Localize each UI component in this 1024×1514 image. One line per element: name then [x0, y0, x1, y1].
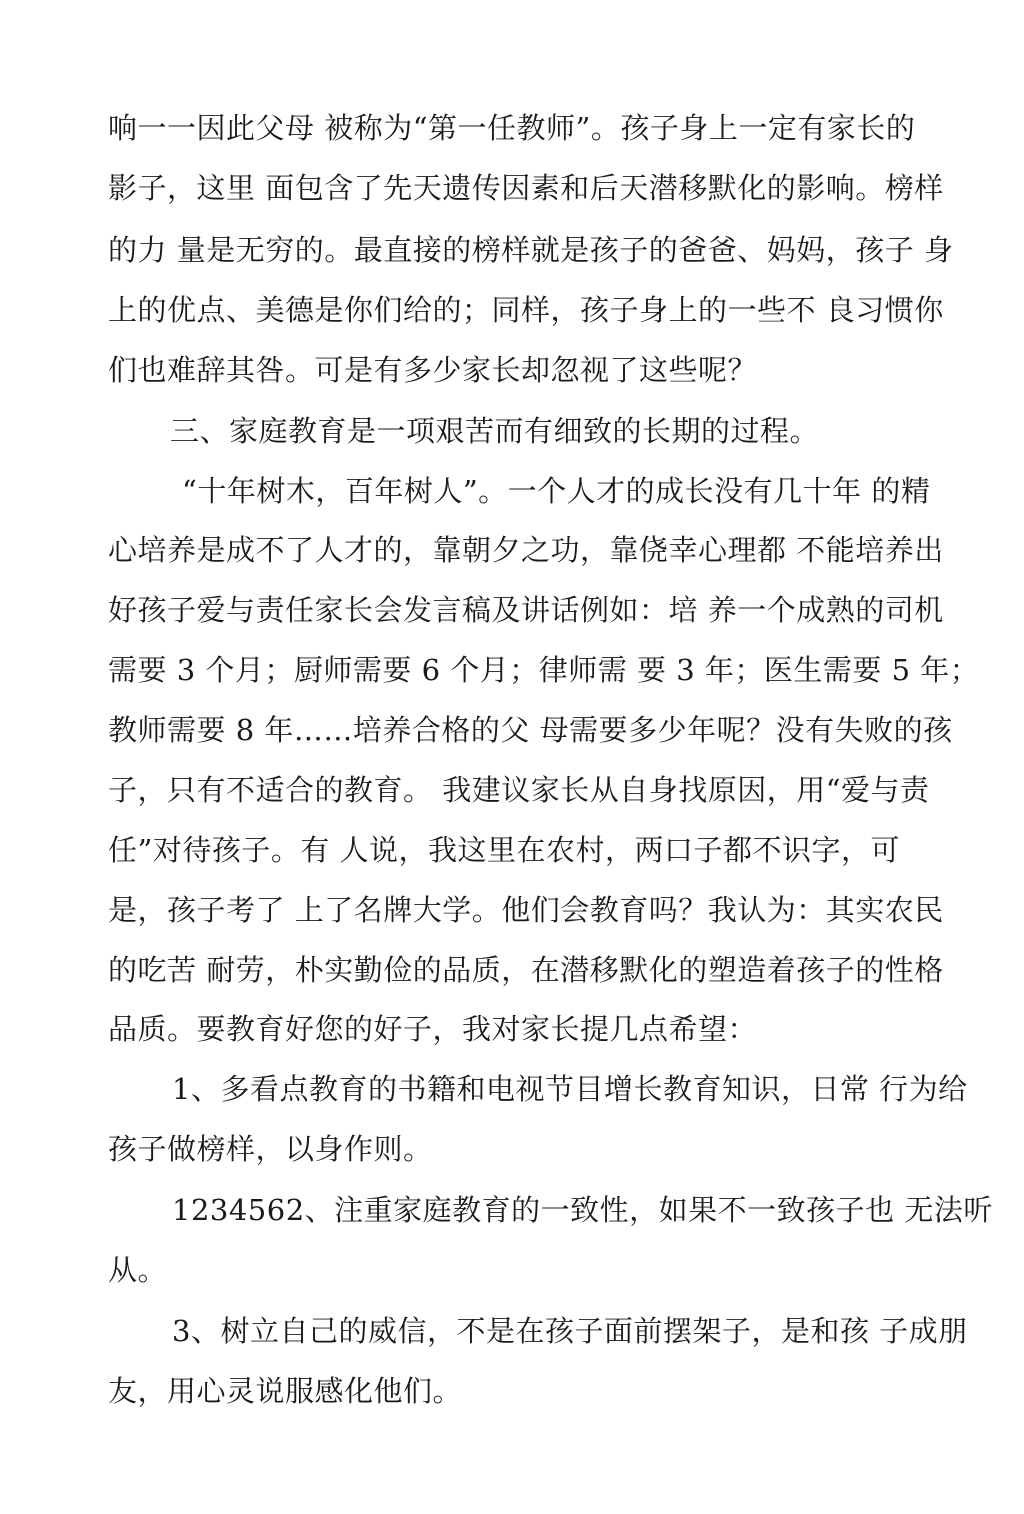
list-item-1: 1、多看点教育的书籍和电视节目增长教育知识，日常 行为给: [172, 1072, 968, 1106]
text-line: 孩子做榜样，以身作则。: [108, 1132, 433, 1166]
list-item-3: 3、树立自己的威信，不是在孩子面前摆架子，是和孩 子成朋: [172, 1314, 968, 1348]
text-line: 好孩子爱与责任家长会发言稿及讲话例如：培 养一个成熟的司机: [108, 593, 944, 627]
text-line: 任”对待孩子。有 人说，我这里在农村，两口子都不识字，可: [108, 833, 901, 867]
text-line: 的吃苦 耐劳，朴实勤俭的品质，在潜移默化的塑造着孩子的性格: [108, 953, 944, 987]
text-line: 需要 3 个月；厨师需要 6 个月；律师需 要 3 年；医生需要 5 年；: [108, 653, 980, 687]
text-line: 品质。要教育好您的好子，我对家长提几点希望：: [108, 1012, 758, 1046]
list-item-2: 1234562、注重家庭教育的一致性，如果不一致孩子也 无法听: [172, 1193, 993, 1227]
text-line: 心培养是成不了人才的，靠朝夕之功，靠侥幸心理都 不能培养出: [108, 533, 944, 567]
section-heading: 三、家庭教育是一项艰苦而有细致的长期的过程。: [170, 414, 820, 448]
text-line: 影子，这里 面包含了先天遗传因素和后天潜移默化的影响。榜样: [108, 171, 944, 205]
text-line: 响一一因此父母 被称为“第一任教师”。孩子身上一定有家长的: [108, 111, 916, 145]
text-line: 子，只有不适合的教育。 我建议家长从自身找原因，用“爱与责: [108, 773, 930, 807]
text-line: 友，用心灵说服感化他们。: [108, 1374, 463, 1408]
text-line: 是，孩子考了 上了名牌大学。他们会教育吗？我认为：其实农民: [108, 893, 944, 927]
text-line: 从。: [108, 1253, 168, 1287]
text-line: 教师需要 8 年……培养合格的父 母需要多少年呢？没有失败的孩: [108, 713, 953, 747]
text-line: 上的优点、美德是你们给的；同样，孩子身上的一些不 良习惯你: [108, 293, 944, 327]
text-line: 们也难辞其咎。可是有多少家长却忽视了这些呢？: [108, 353, 758, 387]
text-line: “十年树木，百年树人”。一个人才的成长没有几十年 的精: [182, 474, 931, 508]
text-line: 的力 量是无穷的。最直接的榜样就是孩子的爸爸、妈妈，孩子 身: [108, 233, 954, 267]
